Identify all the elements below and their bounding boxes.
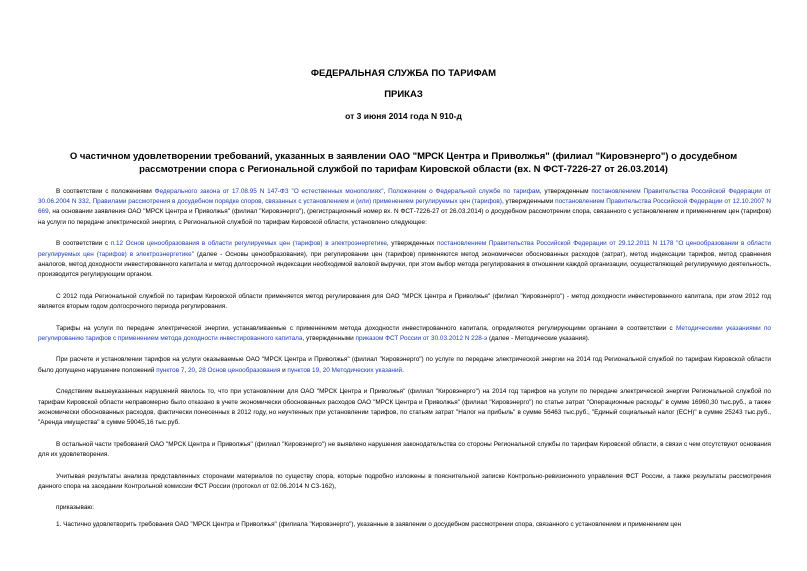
text-run: При расчете и установлении тарифов на услуги оказываемые ОАО "МРСК Центра и Приволжья" (филиал "Кировэнерго") по услуге по передаче электрической энергии на 2014 год Региональной службой по тарифам Кировской области было допущено нарушение положений	[38, 356, 771, 374]
paragraph-10: 1. Частично удовлетворить требования ОАО "МРСК Центра и Приволжья" (филиала "Кировэнерго"), указанные в заявлении о досудебном рассмотрении спора, связанного с установлением и применением цен	[56, 520, 682, 528]
text-run: В соответствии с положениями	[56, 188, 155, 195]
text-run: ,	[319, 366, 323, 374]
text-run: В соответствии с	[56, 240, 111, 248]
text-run: .	[402, 366, 404, 374]
text-run: ,	[184, 366, 188, 374]
text-run: и	[280, 366, 288, 374]
paragraph-5	[38, 355, 771, 375]
paragraph-2	[38, 239, 771, 280]
points-20-link[interactable]: 20	[187, 366, 196, 374]
fst-regulation-link[interactable]: Положением о Федеральной службе по тарифам	[388, 188, 540, 195]
points-20-guidelines-link[interactable]: 20 Методических указаний	[322, 366, 403, 374]
text-run: , утвержденными	[501, 198, 556, 206]
points-28-pricing-link[interactable]: 28 Основ ценообразования	[198, 366, 281, 374]
text-run: (далее - Методические указания).	[487, 334, 590, 342]
paragraph-3: С 2012 года Региональной службой по тарифам Кировской области применяется метод регулирования для ОАО "МРСК Центра и Приволжья" (филиал "Кировэнерго") - метод доходности инвестированного капитала, при этом 2012 год является вторым годом долгосрочного периода регулирования.	[38, 292, 771, 310]
paragraph-9: приказываю:	[56, 504, 94, 512]
resolution-1178-link[interactable]: постановлением Правительства Российской Федерации от 29.12.2011 N 1178 "О ценообразовании в области регулируемых цен (тарифов) в электроэнергетике"	[38, 240, 771, 258]
date-number: от 3 июня 2014 года N 910-д	[345, 111, 462, 121]
paragraph-7: В остальной части требований ОАО "МРСК Центра и Приволжья" (филиал "Кировэнерго") не выявлено нарушения законодательства со стороны Региональной службы по тарифам Кировской области, в связи с чем отсутствуют основания для их удовлетворения.	[38, 440, 771, 458]
paragraph-4	[38, 324, 771, 344]
text-run: , утвержденным	[539, 188, 592, 195]
paragraph-8: Учитывая результаты анализа представленных сторонами материалов по существу спора, которые подробно изложены в пояснительной записке Контрольно-ревизионного управления ФСТ России, а также результаты рассмотрения данного спора на заседании Контрольной комиссии ФСТ России (протокол от 02.06.2014 N СЗ-162),	[38, 472, 771, 490]
methodical-guidelines-link[interactable]: Методическими указаниями по регулированию тарифов с применением метода доходности инвестированного капитала	[38, 324, 771, 342]
resolution-669-link[interactable]: постановлением Правительства Российской Федерации от 12.10.2007 N 669	[38, 198, 771, 216]
resolution-332-link[interactable]: постановлением Правительства Российской Федерации от 30.06.2004 N 332	[38, 188, 771, 206]
law-147-fz-link[interactable]: Федерального закона от 17.08.95 N 147-ФЗ "О естественных монополиях"	[154, 188, 384, 195]
order-228e-link[interactable]: приказом ФСТ России от 30.03.2012 N 228-э	[355, 334, 488, 342]
paragraph-1	[38, 187, 771, 228]
text-run: ,	[88, 198, 93, 206]
document-body	[38, 187, 771, 541]
text-run: , на основании заявления ОАО "МРСК Центра и Приволжья" (филиал "Кировэнерго"), (регистрационный номер вх. N ФСТ-7226-27 от 26.03.2014) о досудебном рассмотрении спора, связанного с установлением и применением цен (тарифов) на услуги по передаче электрической энергии, с Региональной службой по тарифам Кировской области, установлено следующее:	[38, 208, 771, 226]
text-run: ,	[195, 366, 199, 374]
dispute-rules-link[interactable]: Правилами рассмотрения в досудебном порядке споров, связанных с установлением и (или) применением регулируемых цен (тарифов)	[92, 198, 502, 206]
text-run: , утвержденных	[386, 240, 437, 248]
pricing-basics-p12-link[interactable]: п.12 Основ ценообразования в области регулируемых цен (тарифов) в электроэнергетике	[110, 240, 387, 248]
agency-heading: ФЕДЕРАЛЬНАЯ СЛУЖБА ПО ТАРИФАМ	[310, 68, 497, 79]
text-run: (далее - Основы ценообразования), при регулировании цен (тарифов) применяются метод экономически обоснованных расходов (затрат), метод индексации тарифов, метод сравнения аналогов, метод доходности инвестированного капитала и метод долгосрочной индексации необходимой валовой выручки, при этом выбор метода регулирования в отношении каждой организации, осуществляющей регулируемую деятельность, производится регулирующим органом.	[38, 250, 771, 278]
points-7-link[interactable]: пунктов 7	[156, 366, 185, 374]
text-run: Тарифы на услуги по передаче электрической энергии, устанавливаемые с применением метода доходности инвестированного капитала, определяются регулирующими органами в соответствии с	[56, 324, 677, 332]
document-title: О частичном удовлетворении требований, указанных в заявлении ОАО "МРСК Центра и Приволжья" (филиал "Кировэнерго") о досудебном рассмотрении спора с Региональной службой по тарифам Кировской области (вх. N ФСТ-7226-27 от 26.03.2014)	[69, 151, 738, 175]
text-run: , утвержденными	[302, 334, 356, 342]
text-run: ,	[383, 188, 389, 195]
paragraph-6: Следствием вышеуказанных нарушений явилось то, что при установлении для ОАО "МРСК Центра и Приволжья" (филиал "Кировэнерго") на 2014 год тарифов на услуги по передаче электрической энергии Региональной службой по тарифам Кировской области неправомерно было отказано в учете экономически обоснованных расходов ОАО "МРСК Центра и Приволжья" (филиал "Кировэнерго") по статье затрат "Операционные расходы" в сумме 16960,30 тыс.руб., а также экономически обоснованных расходов, фактически понесенных в 2012 году, но неучтенных при установлении тарифов, по статьям затрат "Налог на прибыль" в сумме 56463 тыс.руб., "Единый социальный налог (ЕСН)" в сумме 25243 тыс.руб., "Аренда имущества" в сумме 59045,16 тыс.руб.	[38, 388, 771, 426]
points-19-link[interactable]: пунктов 19	[287, 366, 320, 374]
doc-type-heading: ПРИКАЗ	[384, 89, 423, 100]
